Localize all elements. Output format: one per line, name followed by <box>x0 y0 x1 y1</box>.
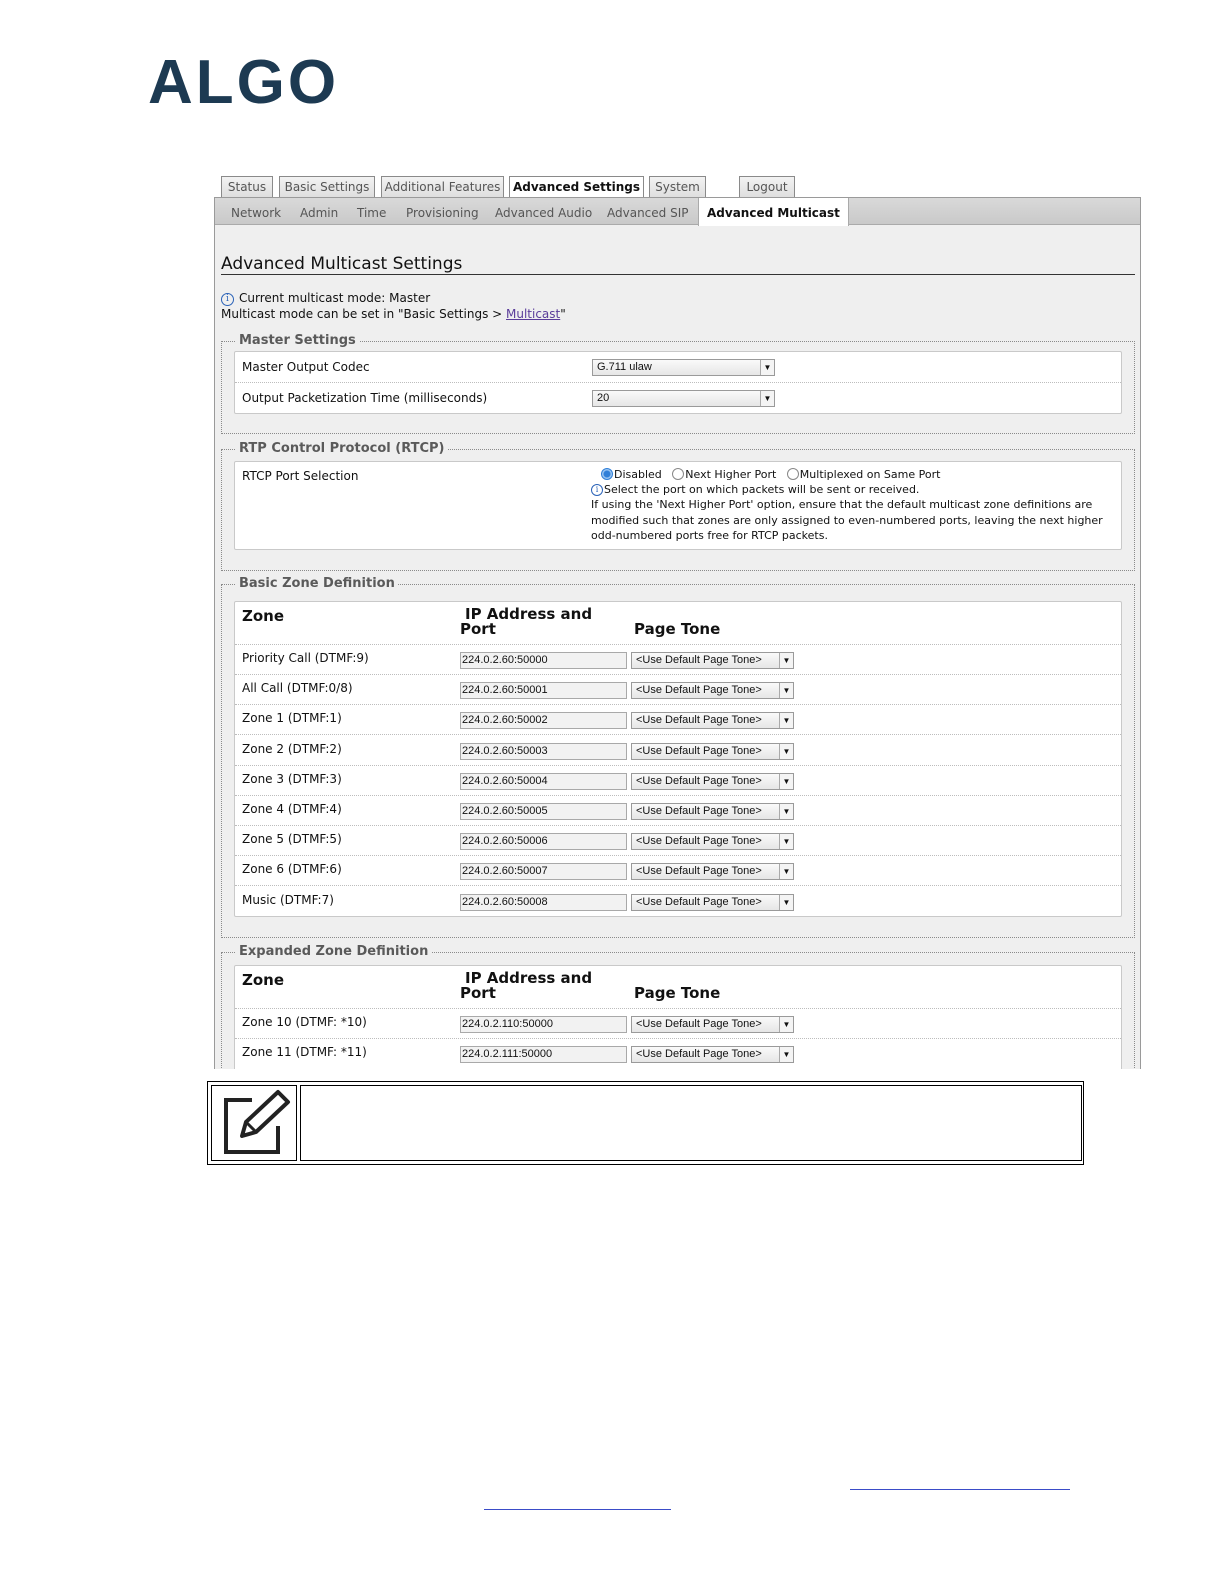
dropdown-arrow-icon: ▼ <box>779 1047 793 1062</box>
note-icon-cell <box>211 1085 297 1161</box>
basic-zone-table <box>234 601 1122 917</box>
zone-ip-input[interactable]: 224.0.2.60:50002 <box>460 712 627 729</box>
expanded-zone-group <box>221 944 1135 1069</box>
multicast-mode-text: Current multicast mode: Master <box>239 291 431 305</box>
tab-additional-features[interactable]: Additional Features <box>381 176 504 198</box>
zone-name: Zone 3 (DTMF:3) <box>242 771 342 786</box>
tab-logout[interactable]: Logout <box>739 176 795 198</box>
basic-zone-legend: Basic Zone Definition <box>236 576 398 591</box>
packetization-value: 20 <box>597 392 610 404</box>
zone-name: Zone 6 (DTMF:6) <box>242 862 342 877</box>
dropdown-arrow-icon: ▼ <box>760 360 774 375</box>
zone-name: All Call (DTMF:0/8) <box>242 681 353 696</box>
zone-page-tone-select[interactable] <box>631 894 794 911</box>
master-codec-value: G.711 ulaw <box>597 361 652 373</box>
info-icon: i <box>221 293 234 306</box>
zone-page-tone-value: <Use Default Page Tone> <box>636 684 762 697</box>
zone-page-tone-value: <Use Default Page Tone> <box>636 1048 762 1061</box>
dropdown-arrow-icon: ▼ <box>779 713 793 728</box>
radio-selected-icon[interactable] <box>601 468 613 480</box>
dropdown-arrow-icon: ▼ <box>779 804 793 819</box>
zone-name: Zone 10 (DTMF: *10) <box>242 1015 367 1029</box>
rtcp-help: i Select the port on which packets will be sent or received. <box>591 483 919 496</box>
expanded-zone-table <box>234 965 1122 1069</box>
dropdown-arrow-icon: ▼ <box>760 391 774 406</box>
dropdown-arrow-icon: ▼ <box>779 683 793 698</box>
footer-link-underline[interactable] <box>850 1489 1070 1490</box>
hint-prefix: Multicast mode can be set in "Basic Settings > <box>221 307 506 321</box>
zone-ip-input[interactable]: 224.0.2.60:50004 <box>460 773 627 790</box>
tone-header: Page Tone <box>634 620 721 638</box>
zone-page-tone-select[interactable] <box>631 803 794 820</box>
title-divider <box>221 274 1135 275</box>
zone-ip-input[interactable]: 224.0.2.111:50000 <box>460 1046 627 1063</box>
zone-name: Music (DTMF:7) <box>242 892 334 907</box>
rtcp-option-disabled[interactable]: Disabled <box>601 468 662 481</box>
master-settings-legend: Master Settings <box>236 333 359 348</box>
expanded-zone-legend: Expanded Zone Definition <box>236 944 431 959</box>
master-codec-label: Master Output Codec <box>242 360 370 374</box>
expanded-zone-header-row <box>235 966 1121 1009</box>
master-codec-select[interactable] <box>592 359 775 376</box>
rtcp-legend: RTP Control Protocol (RTCP) <box>236 441 448 456</box>
zone-page-tone-select[interactable] <box>631 833 794 850</box>
zone-ip-input[interactable]: 224.0.2.60:50006 <box>460 833 627 850</box>
ip-header-line2: Port <box>460 984 496 1002</box>
zone-name: Priority Call (DTMF:9) <box>242 651 369 665</box>
subtab-advanced-multicast[interactable]: Advanced Multicast <box>698 198 849 226</box>
zone-page-tone-select[interactable] <box>631 682 794 699</box>
tab-advanced-settings[interactable]: Advanced Settings <box>509 176 644 199</box>
zone-page-tone-value: <Use Default Page Tone> <box>636 744 762 757</box>
zone-page-tone-select[interactable] <box>631 863 794 880</box>
dropdown-arrow-icon: ▼ <box>779 1017 793 1032</box>
footer-link-underline[interactable] <box>484 1509 671 1510</box>
multicast-mode-info <box>221 291 430 306</box>
zone-row <box>235 645 1121 675</box>
zone-page-tone-value: <Use Default Page Tone> <box>636 865 762 878</box>
tab-status[interactable]: Status <box>221 176 273 198</box>
dropdown-arrow-icon: ▼ <box>779 834 793 849</box>
subtab-network[interactable]: Network <box>231 206 282 220</box>
radio-icon[interactable] <box>672 468 684 480</box>
rtcp-note-line-2: modified such that zones are only assigned to even-numbered ports, leaving the next higher <box>591 514 1103 527</box>
zone-page-tone-select[interactable] <box>631 773 794 790</box>
info-icon: i <box>591 484 603 496</box>
tab-basic-settings[interactable]: Basic Settings <box>279 176 375 198</box>
zone-page-tone-value: <Use Default Page Tone> <box>636 654 762 666</box>
subtab-time[interactable]: Time <box>357 206 387 220</box>
zone-ip-input[interactable]: 224.0.2.60:50005 <box>460 803 627 820</box>
master-codec-row <box>235 352 1121 383</box>
zone-page-tone-select[interactable] <box>631 712 794 729</box>
page-title: Advanced Multicast Settings <box>221 254 463 274</box>
rtcp-note-line-3: odd-numbered ports free for RTCP packets. <box>591 529 828 542</box>
packetization-select[interactable] <box>592 390 775 407</box>
dropdown-arrow-icon: ▼ <box>779 744 793 759</box>
zone-header: Zone <box>242 607 285 625</box>
basic-zone-header-row <box>235 602 1121 645</box>
tab-system[interactable]: System <box>649 176 706 198</box>
multicast-link[interactable]: Multicast <box>506 307 561 321</box>
zone-ip-input[interactable]: 224.0.2.110:50000 <box>460 1016 627 1033</box>
zone-row <box>235 736 1121 766</box>
zone-row <box>235 856 1121 886</box>
radio-icon[interactable] <box>787 468 799 480</box>
zone-row <box>235 796 1121 826</box>
note-text-cell <box>300 1085 1082 1161</box>
zone-row <box>235 1009 1121 1039</box>
rtcp-options <box>591 468 940 481</box>
ip-header-line1: IP Address and <box>465 605 593 623</box>
zone-page-tone-value: <Use Default Page Tone> <box>636 835 762 848</box>
note-box <box>207 1081 1084 1165</box>
dropdown-arrow-icon: ▼ <box>779 864 793 879</box>
zone-name: Zone 4 (DTMF:4) <box>242 802 342 816</box>
subtab-admin[interactable]: Admin <box>300 206 339 220</box>
packetization-label: Output Packetization Time (milliseconds) <box>242 391 488 405</box>
basic-zone-group <box>221 576 1135 938</box>
hint-suffix: " <box>560 307 566 321</box>
zone-ip-input[interactable]: 224.0.2.60:50007 <box>460 863 627 880</box>
subtab-advanced-audio[interactable]: Advanced Audio <box>495 206 593 220</box>
multicast-mode-hint <box>221 307 566 321</box>
zone-page-tone-value: <Use Default Page Tone> <box>636 1018 762 1030</box>
zone-page-tone-select[interactable] <box>631 1016 794 1033</box>
ip-header-line1: IP Address and <box>465 969 593 987</box>
zone-header: Zone <box>242 971 285 989</box>
dropdown-arrow-icon: ▼ <box>779 895 793 910</box>
zone-page-tone-value: <Use Default Page Tone> <box>636 805 762 817</box>
subtab-provisioning[interactable]: Provisioning <box>406 206 479 220</box>
zone-ip-input[interactable]: 224.0.2.60:50000 <box>460 652 627 669</box>
sub-navigation <box>215 198 1140 225</box>
zone-row <box>235 1039 1121 1069</box>
tone-header: Page Tone <box>634 984 721 1002</box>
rtcp-group <box>221 441 1135 571</box>
rtcp-port-label: RTCP Port Selection <box>242 469 359 483</box>
rtcp-table <box>234 461 1122 550</box>
zone-page-tone-select[interactable] <box>631 652 794 669</box>
dropdown-arrow-icon: ▼ <box>779 774 793 789</box>
zone-row <box>235 826 1121 856</box>
zone-row <box>235 705 1121 735</box>
zone-name: Zone 2 (DTMF:2) <box>242 741 342 756</box>
settings-panel <box>214 197 1141 1069</box>
subtab-advanced-sip[interactable]: Advanced SIP <box>607 206 689 220</box>
zone-row <box>235 675 1121 705</box>
zone-page-tone-value: <Use Default Page Tone> <box>636 895 762 908</box>
zone-row <box>235 766 1121 796</box>
zone-ip-input[interactable]: 224.0.2.60:50008 <box>460 894 627 911</box>
zone-page-tone-select[interactable] <box>631 743 794 760</box>
rtcp-option-multiplexed[interactable]: Multiplexed on Same Port <box>787 468 941 481</box>
zone-name: Zone 11 (DTMF: *11) <box>242 1045 367 1060</box>
packetization-row <box>235 383 1121 414</box>
ip-header-line2: Port <box>460 620 496 638</box>
zone-name: Zone 1 (DTMF:1) <box>242 711 342 726</box>
master-settings-table <box>234 351 1122 414</box>
master-settings-group <box>221 333 1135 434</box>
zone-row <box>235 887 1121 917</box>
algo-logo: ALGO <box>148 48 340 117</box>
rtcp-option-next-higher[interactable]: Next Higher Port <box>672 468 776 481</box>
zone-page-tone-select[interactable] <box>631 1046 794 1063</box>
zone-ip-input[interactable]: 224.0.2.60:50001 <box>460 682 627 699</box>
zone-page-tone-value: <Use Default Page Tone> <box>636 714 762 727</box>
dropdown-arrow-icon: ▼ <box>779 653 793 668</box>
rtcp-note-line-1: If using the 'Next Higher Port' option, ensure that the default multicast zone definitions are <box>591 498 1093 511</box>
note-edit-icon <box>212 1086 298 1162</box>
zone-name: Zone 5 (DTMF:5) <box>242 832 342 847</box>
zone-ip-input[interactable]: 224.0.2.60:50003 <box>460 743 627 760</box>
zone-page-tone-value: <Use Default Page Tone> <box>636 774 762 787</box>
